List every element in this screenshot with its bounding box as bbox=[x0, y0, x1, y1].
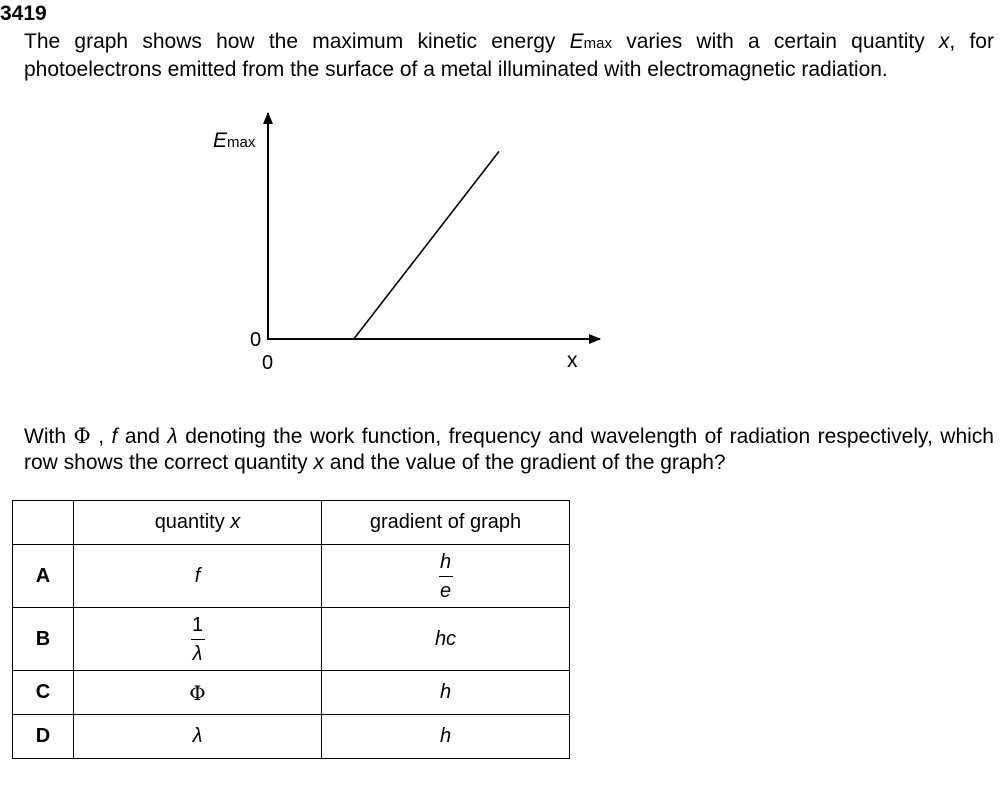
question-prompt: With Φ , f and λ denoting the work function, frequency and wavelength of radiation respectively, which row shows the correct quantity x and the value of the gradient of the graph? bbox=[24, 424, 994, 474]
option-letter-b: B bbox=[13, 608, 74, 671]
y-axis-label: Emax bbox=[213, 129, 256, 152]
prompt-x-symbol: x bbox=[313, 451, 324, 474]
intro-text-1: The graph shows how the maximum kinetic energy bbox=[24, 30, 570, 53]
option-letter-a: A bbox=[13, 545, 74, 608]
prompt-text-2: denoting the work function, frequency and wavelength of radiation respectively, which row shows the correct quantity bbox=[24, 425, 994, 474]
header-blank-cell bbox=[13, 501, 74, 545]
option-row-b[interactable] bbox=[13, 608, 570, 671]
f-symbol: f bbox=[111, 425, 118, 448]
intro-x-symbol: x bbox=[938, 30, 950, 53]
options-table bbox=[12, 500, 570, 759]
header-quantity-cell: quantity x bbox=[74, 501, 322, 545]
x-axis-label: x bbox=[567, 349, 578, 372]
option-row-a[interactable] bbox=[13, 545, 570, 608]
intro-text-3: , for photoelectrons emitted from the surface of a metal illuminated with electromagnetic radiation. bbox=[24, 30, 994, 81]
option-a-gradient: $\frac{h}{e}$ bbox=[322, 545, 570, 608]
option-a-quantity: f bbox=[74, 545, 322, 608]
option-letter-d: D bbox=[13, 715, 74, 759]
option-row-c[interactable] bbox=[13, 671, 570, 715]
option-c-quantity: Φ bbox=[74, 671, 322, 715]
prompt-text-1: With bbox=[24, 425, 74, 448]
x-origin-label: 0 bbox=[262, 352, 274, 374]
intro-text-2: varies with a certain quantity bbox=[611, 30, 939, 53]
emax-symbol: Emax bbox=[569, 30, 612, 53]
table-header-row bbox=[13, 501, 570, 545]
lambda-symbol: λ bbox=[167, 425, 178, 448]
question-intro bbox=[24, 29, 994, 83]
emax-line bbox=[354, 151, 499, 339]
option-d-quantity: λ bbox=[74, 715, 322, 759]
option-b-gradient: hc bbox=[322, 608, 570, 671]
option-d-gradient: h bbox=[322, 715, 570, 759]
option-b-quantity: $\frac{1}{\lambda}$ bbox=[74, 608, 322, 671]
question-number: 3419 bbox=[0, 2, 47, 25]
header-gradient-cell: gradient of graph bbox=[322, 501, 570, 545]
emax-graph bbox=[200, 105, 610, 375]
y-origin-label: 0 bbox=[250, 329, 262, 351]
option-c-gradient: h bbox=[322, 671, 570, 715]
prompt-text-3: and the value of the gradient of the graph? bbox=[323, 451, 726, 474]
option-row-d[interactable] bbox=[13, 715, 570, 759]
phi-symbol: Φ bbox=[73, 424, 91, 448]
option-letter-c: C bbox=[13, 671, 74, 715]
